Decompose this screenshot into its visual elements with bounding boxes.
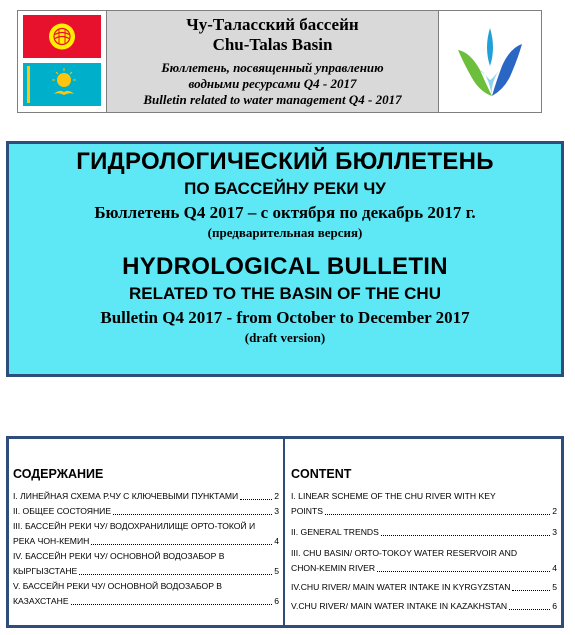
bulletin-main-title-ru: ГИДРОЛОГИЧЕСКИЙ БЮЛЛЕТЕНЬ [76,148,494,175]
kyrgyzstan-flag-icon [23,15,101,58]
kazakhstan-flag-icon [23,63,101,106]
toc-page-number: 4 [274,536,279,546]
leader-dots [240,499,272,500]
toc-heading-en: CONTENT [291,467,352,481]
toc-entry-title-cont: РЕКА ЧОН-КЕМИН [13,536,90,546]
toc-entry-en-2[interactable] [291,525,557,540]
leader-dots [377,571,550,572]
toc-russian-column [9,439,285,625]
toc-page-number: 5 [552,582,557,592]
toc-page-number: 5 [274,566,279,576]
bulletin-main-title-en: HYDROLOGICAL BULLETIN [122,253,448,280]
toc-page-number: 6 [274,596,279,606]
toc-entry-title: V. БАССЕЙН РЕКИ ЧУ/ ОСНОВНОЙ ВОДОЗАБОР В [13,581,223,591]
toc-page-number: 6 [552,601,557,611]
toc-entry-title-cont: CHON-KEMIN RIVER [291,563,376,573]
toc-page-number: 3 [552,527,557,537]
toc-entry-title: IV. БАССЕЙН РЕКИ ЧУ/ ОСНОВНОЙ ВОДОЗАБОР В [13,551,225,561]
toc-entry-title-cont: КАЗАХСТАНЕ [13,596,69,606]
toc-page-number: 2 [552,506,557,516]
bulletin-period-ru: Бюллетень Q4 2017 – с октября по декабрь 2017 г. [94,203,476,222]
toc-page-number: 4 [552,563,557,573]
basin-title-en: Chu-Talas Basin [212,35,333,54]
table-of-contents [6,436,564,628]
bulletin-subtitle-ru: ПО БАССЕЙНУ РЕКИ ЧУ [184,179,386,198]
flags-column [18,11,107,112]
bulletin-subtitle-ru-line1: Бюллетень, посвященный управлению [161,60,384,75]
leader-dots [381,535,550,536]
bulletin-period-en: Bulletin Q4 2017 - from October to December 2017 [100,308,470,327]
chu-talas-logo-icon [439,11,541,112]
bulletin-subtitle-en-main: RELATED TO THE BASIN OF THE CHU [129,284,441,303]
toc-page-number: 3 [274,506,279,516]
toc-entry-title: IV.CHU RIVER/ MAIN WATER INTAKE IN KYRGYZSTAN [291,582,511,592]
basin-title-ru: Чу-Таласский бассейн [186,15,359,34]
leader-dots [79,574,272,575]
toc-entry-title-cont: КЫРГЫЗСТАНЕ [13,566,78,576]
toc-entry-en-1[interactable] [291,489,557,519]
toc-entry-en-5[interactable] [291,599,557,614]
leader-dots [509,609,550,610]
leader-dots [71,604,273,605]
toc-entry-en-3[interactable] [291,546,557,576]
leader-dots [325,514,550,515]
bulletin-subtitle-ru-line2: водными ресурсами Q4 - 2017 [188,76,357,91]
toc-page-number: 2 [274,491,279,501]
toc-entry-ru-5[interactable] [13,579,279,609]
bulletin-title-box [6,141,564,377]
draft-note-en: (draft version) [244,330,326,345]
draft-note-ru: (предварительная версия) [207,225,363,240]
toc-entry-title: V.CHU RIVER/ MAIN WATER INTAKE IN KAZAKHSTAN [291,601,508,611]
toc-entry-ru-4[interactable] [13,549,279,579]
toc-english-column [285,439,561,625]
leader-dots [91,544,272,545]
toc-entry-en-4[interactable] [291,580,557,595]
leader-dots [113,514,272,515]
toc-entry-ru-1[interactable] [13,489,279,504]
header-title-block [107,11,439,112]
toc-entry-title: II. ОБЩЕЕ СОСТОЯНИЕ [13,506,112,516]
toc-entry-title: III. CHU BASIN/ ORTO-TOKOY WATER RESERVOIR AND [291,548,518,558]
leader-dots [512,590,550,591]
toc-entry-title-cont: POINTS [291,506,323,516]
toc-entry-title: III. БАССЕЙН РЕКИ ЧУ/ ВОДОХРАНИЛИЩЕ ОРТО-ТОКОЙ И [13,521,256,531]
bulletin-subtitle-en: Bulletin related to water management Q4 - 2017 [143,92,402,107]
toc-heading-ru: СОДЕРЖАНИЕ [13,467,104,481]
toc-entry-ru-2[interactable] [13,504,279,519]
toc-entry-title: I. ЛИНЕЙНАЯ СХЕМА Р.ЧУ С КЛЮЧЕВЫМИ ПУНКТАМИ [13,491,239,501]
toc-entry-title: II. GENERAL TRENDS [291,527,379,537]
toc-entry-ru-3[interactable] [13,519,279,549]
toc-entry-title: I. LINEAR SCHEME OF THE CHU RIVER WITH KEY [291,491,496,501]
bulletin-header [17,10,542,113]
